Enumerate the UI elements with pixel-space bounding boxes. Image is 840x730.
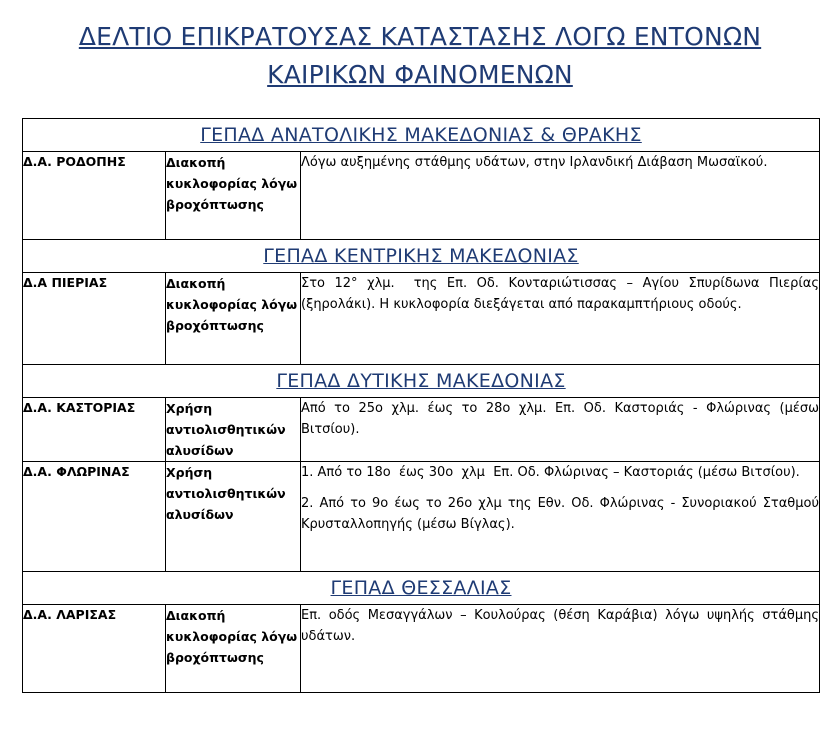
- region-title: ΓΕΠΑΔ ΔΥΤΙΚΗΣ ΜΑΚΕΔΟΝΙΑΣ: [23, 365, 820, 398]
- document-title: [0, 18, 840, 94]
- department-cell: Δ.Α. ΛΑΡΙΣΑΣ: [23, 605, 166, 693]
- department-cell: Δ.Α. ΦΛΩΡΙΝΑΣ: [23, 462, 166, 572]
- description-text: Λόγω αυξημένης στάθμης υδάτων, στην Ιρλανδική Διάβαση Μωσαϊκού.: [301, 155, 768, 170]
- department-cell: Δ.Α ΠΙΕΡΙΑΣ: [23, 273, 166, 365]
- region-header-row: [23, 365, 820, 398]
- description-cell: [301, 273, 824, 365]
- description-cell: [301, 605, 824, 693]
- status-cell: Χρήση αντιολισθητικών αλυσίδων: [166, 462, 301, 572]
- description-cell: [301, 398, 824, 462]
- title-line-1: ΔΕΛΤΙΟ ΕΠΙΚΡΑΤΟΥΣΑΣ ΚΑΤΑΣΤΑΣΗΣ ΛΟΓΩ ΕΝΤΟΝΩΝ: [78, 22, 762, 51]
- description-cell: [301, 462, 824, 572]
- table-row: [23, 152, 820, 240]
- description-text: Στο 12° χλμ. της Επ. Οδ. Κονταριώτισσας – Αγίου Σπυρίδωνα Πιερίας (ξηρολάκι). Η κυκλοφορία διεξάγεται από παρακαμπτήριους οδούς.: [301, 276, 824, 312]
- region-title: ΓΕΠΑΔ ΑΝΑΤΟΛΙΚΗΣ ΜΑΚΕΔΟΝΙΑΣ & ΘΡΑΚΗΣ: [23, 119, 820, 152]
- status-cell: Διακοπή κυκλοφορίας λόγω βροχόπτωσης: [166, 273, 301, 365]
- region-header-row: [23, 240, 820, 273]
- description-text: 1. Από το 18ο έως 30ο χλμ Επ. Οδ. Φλώρινας – Καστοριάς (μέσω Βιτσίου).: [301, 465, 800, 480]
- department-cell: Δ.Α. ΚΑΣΤΟΡΙΑΣ: [23, 398, 166, 462]
- status-cell: Διακοπή κυκλοφορίας λόγω βροχόπτωσης: [166, 152, 301, 240]
- region-header-row: [23, 119, 820, 152]
- bulletin-table: [22, 118, 824, 693]
- status-cell: Διακοπή κυκλοφορίας λόγω βροχόπτωσης: [166, 605, 301, 693]
- title-line-2: ΚΑΙΡΙΚΩΝ ΦΑΙΝΟΜΕΝΩΝ: [267, 60, 573, 89]
- table-row: [23, 398, 820, 462]
- department-cell: Δ.Α. ΡΟΔΟΠΗΣ: [23, 152, 166, 240]
- status-cell: Χρήση αντιολισθητικών αλυσίδων: [166, 398, 301, 462]
- region-title: ΓΕΠΑΔ ΚΕΝΤΡΙΚΗΣ ΜΑΚΕΔΟΝΙΑΣ: [23, 240, 820, 273]
- table-row: [23, 605, 820, 693]
- description-cell: [301, 152, 820, 240]
- region-title: ΓΕΠΑΔ ΘΕΣΣΑΛΙΑΣ: [23, 572, 820, 605]
- table-row: [23, 462, 820, 572]
- description-text: 2. Από το 9ο έως το 26ο χλμ της Εθν. Οδ. Φλώρινας - Συνοριακού Σταθμού Κρυσταλλοπηγής (μέσω Βίγλας).: [301, 496, 824, 532]
- region-header-row: [23, 572, 820, 605]
- description-text: Επ. οδός Μεσαγγάλων – Κουλούρας (θέση Καράβια) λόγω υψηλής στάθμης υδάτων.: [301, 608, 824, 644]
- description-text: Από το 25ο χλμ. έως το 28ο χλμ. Επ. Οδ. Καστοριάς - Φλώρινας (μέσω Βιτσίου).: [301, 401, 824, 437]
- table-row: [23, 273, 820, 365]
